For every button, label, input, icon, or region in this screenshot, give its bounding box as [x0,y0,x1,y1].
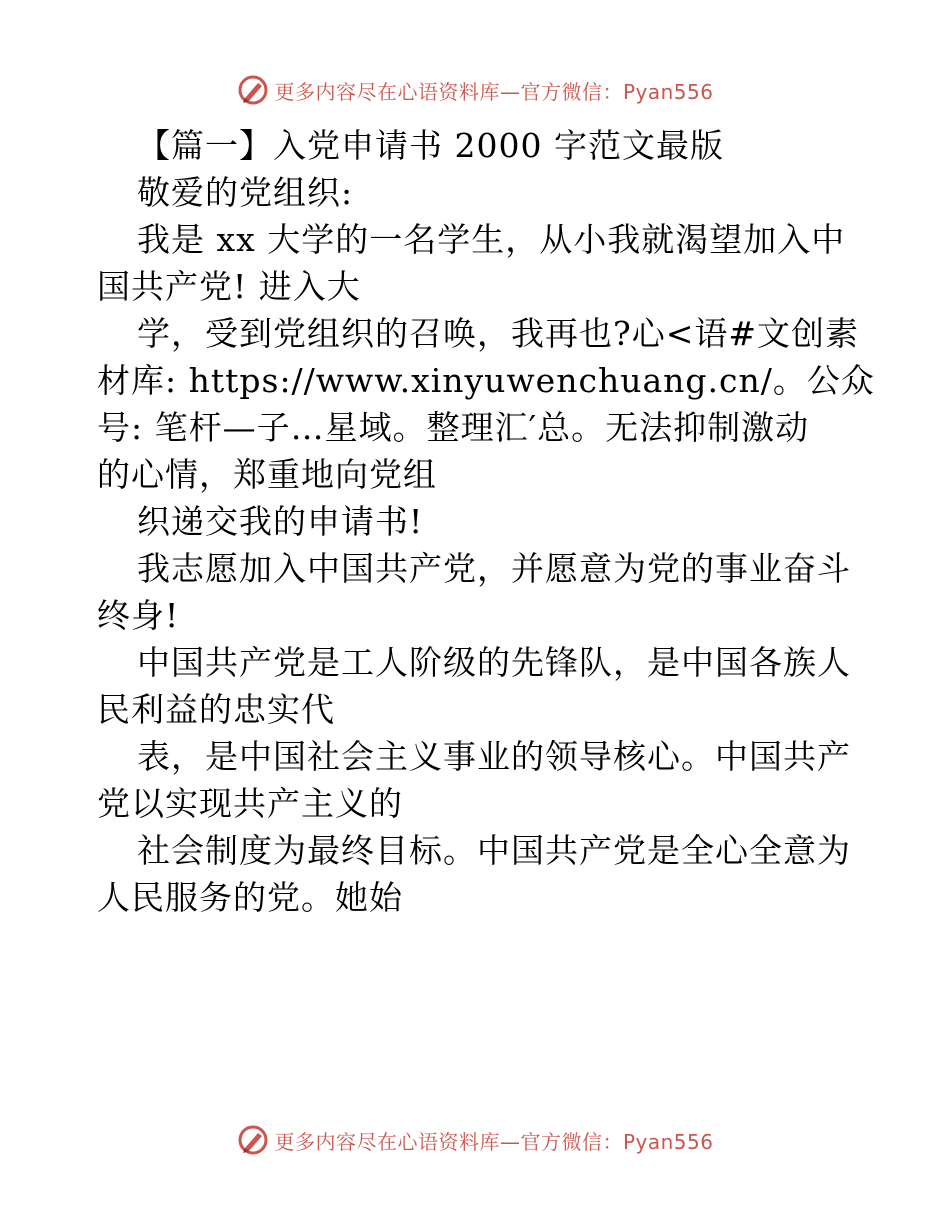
paragraph-line: 号: 笔杆—子…星域。整理汇′总。无法抑制激动 [97,408,810,447]
paragraph-line: 的心情，郑重地向党组 [97,455,437,494]
document-body [97,122,875,921]
paragraph-line: 终身! [97,596,180,635]
paragraph-line: 材库: https://www.xinyuwenchuang.cn/。公众 [97,361,875,400]
paragraph-line: 国共产党! 进入大 [97,267,361,306]
paragraph-line: 学，受到党组织的召唤，我再也?心<语#文创素 [137,314,859,353]
header-watermark [0,70,950,110]
paragraph-line: 表，是中国社会主义事业的领导核心。中国共产 [137,737,851,776]
paragraph-line: 我志愿加入中国共产党，并愿意为党的事业奋斗 [137,549,851,588]
document-title: 【篇一】入党申请书 2000 字范文最版 [137,126,724,165]
pen-logo-icon [236,1123,270,1157]
paragraph-line: 党以实现共产主义的 [97,784,403,823]
paragraph-line: 织递交我的申请书! [137,502,424,541]
salutation: 敬爱的党组织: [137,173,354,212]
watermark-text: 更多内容尽在心语资料库—官方微信：Pyan556 [274,1129,714,1154]
paragraph-line: 社会制度为最终目标。中国共产党是全心全意为 [137,831,851,870]
paragraph-line: 人民服务的党。她始 [97,878,403,917]
paragraph-line: 民利益的忠实代 [97,690,335,729]
paragraph-line: 中国共产党是工人阶级的先锋队，是中国各族人 [137,643,851,682]
paragraph-line: 我是 xx 大学的一名学生，从小我就渴望加入中 [137,220,846,259]
pen-logo-icon [236,73,270,107]
footer-watermark [0,1120,950,1160]
watermark-text: 更多内容尽在心语资料库—官方微信：Pyan556 [274,79,714,104]
